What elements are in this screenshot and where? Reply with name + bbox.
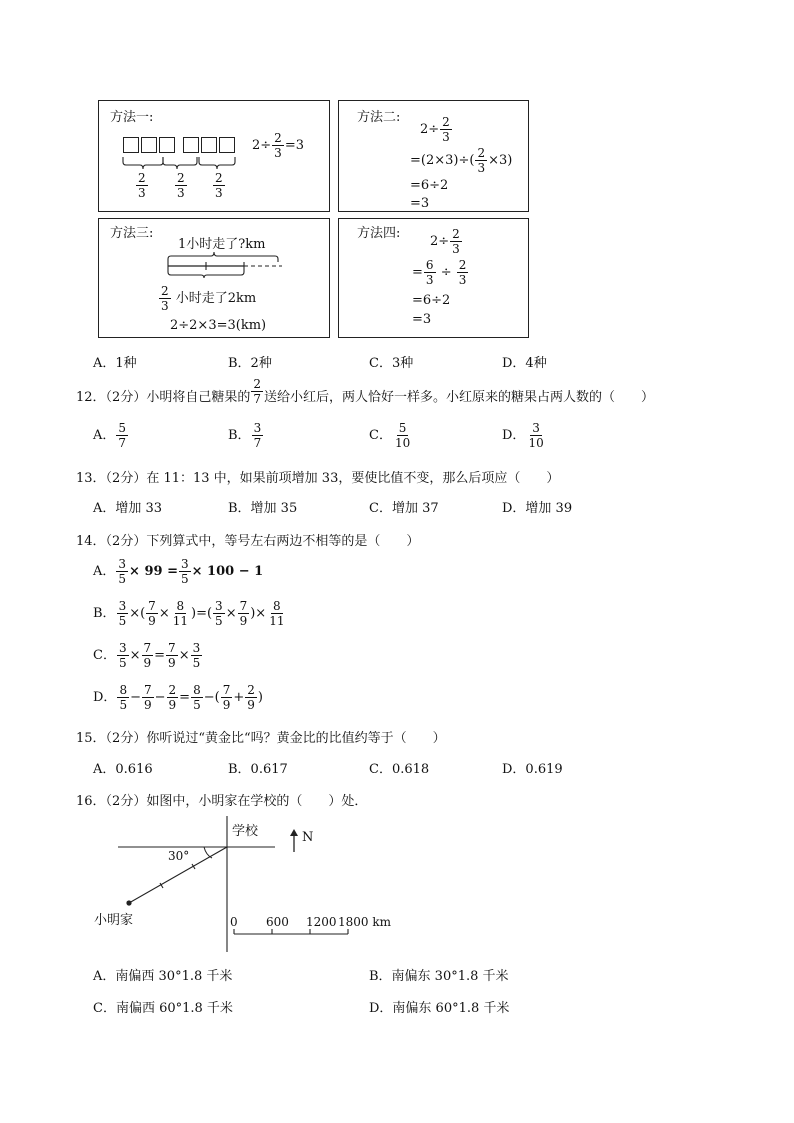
q16-scale-0: 0 — [230, 915, 238, 929]
q15-option-c[interactable]: C．0.618 — [369, 762, 430, 777]
q16-angle-label: 30° — [168, 849, 190, 863]
method-one-brace-frac-3: $\frac{2}{3}$ — [215, 171, 223, 200]
q16-home-label: 小明家 — [94, 913, 134, 928]
q16-option-c[interactable]: C．南偏西 60°1.8 千米 — [93, 1001, 233, 1016]
q13-option-d[interactable]: D．增加 39 — [502, 501, 573, 516]
q16-scale-1800: 1800 km — [338, 915, 392, 929]
q14-option-b[interactable]: B． $\frac{3}{5}$ ×( $\frac{7}{9}$ × $\frac{8}{11}$ )=( $\frac{3}{5}$ × $\frac{7}{9}$ )× $\frac{8}{11}$ — [93, 599, 285, 628]
q16-school-label: 学校 — [232, 824, 259, 839]
q12-option-a[interactable]: A． $\frac{5}{7}$ — [93, 421, 127, 450]
q15-stem: 15．（2分）你听说过“黄金比“吗？黄金比的比值约等于（ ） — [76, 731, 446, 746]
method-two-line-1: 2÷ $\frac{2}{3}$ — [420, 115, 450, 144]
method-one-brace-frac-1: $\frac{2}{3}$ — [138, 171, 146, 200]
q13-stem: 13．（2分）在 11：13 中，如果前项增加 33，要使比值不变，那么后项应（ ） — [76, 471, 560, 486]
q15-option-d[interactable]: D．0.619 — [502, 762, 563, 777]
q16-option-d[interactable]: D．南偏东 60°1.8 千米 — [369, 1001, 510, 1016]
q14-stem: 14．（2分）下列算式中，等号左右两边不相等的是（ ） — [76, 534, 420, 549]
q14-option-d[interactable]: D． $\frac{8}{5}$ − $\frac{7}{9}$ − $\frac{2}{9}$ = $\frac{8}{5}$ −( $\frac{7}{9}$ + $\frac{2}{9}$ ) — [93, 683, 263, 712]
q16-option-a[interactable]: A．南偏西 30°1.8 千米 — [93, 969, 233, 984]
q11-option-a[interactable]: A．1种 — [93, 356, 137, 371]
q16-scale-1200: 1200 — [306, 915, 337, 929]
method-four-line-2: = $\frac{6}{3}$ ÷ $\frac{2}{3}$ — [412, 258, 467, 287]
q16-option-b[interactable]: B．南偏东 30°1.8 千米 — [369, 969, 509, 984]
method-two-line-3: =6÷2 — [410, 178, 449, 193]
q13-option-a[interactable]: A．增加 33 — [93, 501, 163, 516]
q14-option-a[interactable]: A． $\frac{3}{5}$ × 99 = $\frac{3}{5}$ × 100 − 1 — [93, 557, 264, 586]
method-four-line-3: =6÷2 — [412, 293, 451, 308]
q16-scale-600: 600 — [266, 915, 289, 929]
method-three-mid-text: $\frac{2}{3}$ 小时走了2km — [161, 284, 257, 313]
q12-option-c[interactable]: C． $\frac{5}{10}$ — [369, 421, 411, 450]
q16-north-label: N — [302, 830, 314, 845]
method-three-top-text: 1小时走了?km — [178, 237, 266, 252]
method-four-label: 方法四: — [357, 226, 401, 241]
method-two-line-4: =3 — [410, 196, 430, 211]
method-three-label: 方法三: — [110, 226, 154, 241]
q12-option-b[interactable]: B． $\frac{3}{7}$ — [228, 421, 262, 450]
method-two-label: 方法二: — [357, 110, 401, 125]
method-one-equation: 2÷ $\frac{2}{3}$ =3 — [252, 131, 304, 160]
method-three-bottom-text: 2÷2×3=3(km) — [170, 318, 267, 333]
method-two-line-2: =(2×3)÷( $\frac{2}{3}$ ×3) — [410, 146, 513, 175]
q11-option-c[interactable]: C．3种 — [369, 356, 414, 371]
q13-option-c[interactable]: C．增加 37 — [369, 501, 439, 516]
q12-stem: 12．（2分）小明将自己糖果的 $\frac{2}{7}$ 送给小红后，两人恰好一样多。小红原来的糖果占两人数的（ ） — [76, 377, 654, 406]
method-three-line-diagram — [160, 250, 290, 278]
q11-option-d[interactable]: D．4种 — [502, 356, 547, 371]
q15-option-a[interactable]: A．0.616 — [93, 762, 153, 777]
q14-option-c[interactable]: C． $\frac{3}{5}$ × $\frac{7}{9}$ = $\frac{7}{9}$ × $\frac{3}{5}$ — [93, 641, 201, 670]
q15-option-b[interactable]: B．0.617 — [228, 762, 288, 777]
method-four-line-1: 2÷ $\frac{2}{3}$ — [430, 227, 460, 256]
q13-option-b[interactable]: B．增加 35 — [228, 501, 298, 516]
method-one-label: 方法一: — [110, 110, 154, 125]
q16-stem: 16．（2分）如图中，小明家在学校的（ ）处． — [76, 794, 368, 809]
q11-option-b[interactable]: B．2种 — [228, 356, 272, 371]
q12-option-d[interactable]: D． $\frac{3}{10}$ — [502, 421, 544, 450]
method-four-line-4: =3 — [412, 312, 432, 327]
method-one-brace-frac-2: $\frac{2}{3}$ — [177, 171, 185, 200]
